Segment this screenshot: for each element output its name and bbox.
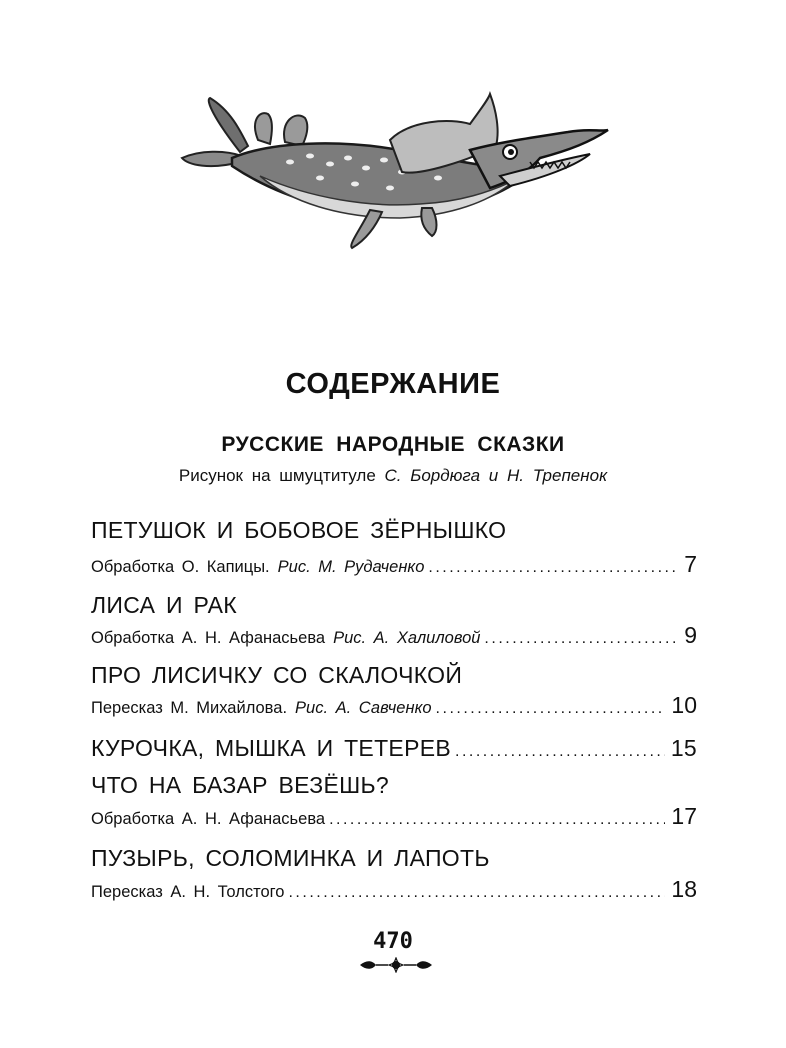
toc-entry-page: 9 [684, 622, 697, 648]
toc-entry-page: 15 [670, 735, 697, 761]
toc-entry-line[interactable] [91, 551, 697, 578]
toc-entry-credit: Пересказ А. Н. Толстого [91, 883, 285, 901]
toc-entry-title: КУРОЧКА, МЫШКА И ТЕТЕРЕВ [91, 735, 451, 761]
flourish-ornament-icon [358, 957, 434, 973]
dot-leader [329, 811, 665, 829]
toc-entry-line[interactable] [91, 735, 697, 762]
section-subtitle [0, 466, 786, 486]
subtitle-and: и [488, 466, 499, 485]
page-number: 470 [373, 929, 413, 954]
toc-entry-title: ПЕТУШОК И БОБОВОЕ ЗЁРНЫШКО [91, 517, 507, 543]
toc-entry-artist: Рис. А. Савченко [295, 699, 432, 717]
subtitle-text: Рисунок на шмуцтитуле [178, 466, 376, 485]
page-title: СОДЕРЖАНИЕ [285, 368, 501, 400]
toc-entry-artist: Рис. А. Халиловой [333, 629, 481, 647]
dot-leader [455, 743, 665, 761]
toc-entry-page: 18 [671, 876, 697, 902]
toc-entry-credit: Обработка А. Н. Афанасьева [91, 810, 326, 828]
toc-entry-credit: Обработка О. Капицы. [91, 558, 270, 576]
toc-entry-artist: Рис. М. Рудаченко [277, 558, 425, 576]
toc-entry-credit: Пересказ М. Михайлова. [91, 699, 288, 717]
dot-leader [428, 559, 677, 577]
toc-entry-credit: Обработка А. Н. Афанасьева [91, 629, 326, 647]
toc-entry-title: ЛИСА И РАК [91, 592, 237, 618]
toc-entry-title: ПУЗЫРЬ, СОЛОМИНКА И ЛАПОТЬ [91, 845, 490, 871]
dot-leader [288, 884, 665, 902]
subtitle-artist-2: Н. Трепенок [507, 466, 608, 485]
toc-entry-line[interactable] [91, 692, 697, 719]
toc-entry-page: 17 [671, 803, 697, 829]
toc-entry-title: ЧТО НА БАЗАР ВЕЗЁШЬ? [91, 772, 389, 798]
pike-fish-icon [170, 80, 610, 270]
section-title: РУССКИЕ НАРОДНЫЕ СКАЗКИ [221, 433, 565, 456]
toc-entry-page: 7 [684, 551, 697, 577]
toc-entry-page: 10 [671, 692, 697, 718]
dot-leader [484, 630, 677, 648]
subtitle-artist-1: С. Бордюга [384, 466, 481, 485]
toc-entry-line[interactable] [91, 876, 697, 903]
dot-leader [436, 700, 666, 718]
toc-entry-line[interactable] [91, 622, 697, 649]
toc-entry-line[interactable] [91, 803, 697, 830]
toc-entry-title: ПРО ЛИСИЧКУ СО СКАЛОЧКОЙ [91, 662, 463, 688]
